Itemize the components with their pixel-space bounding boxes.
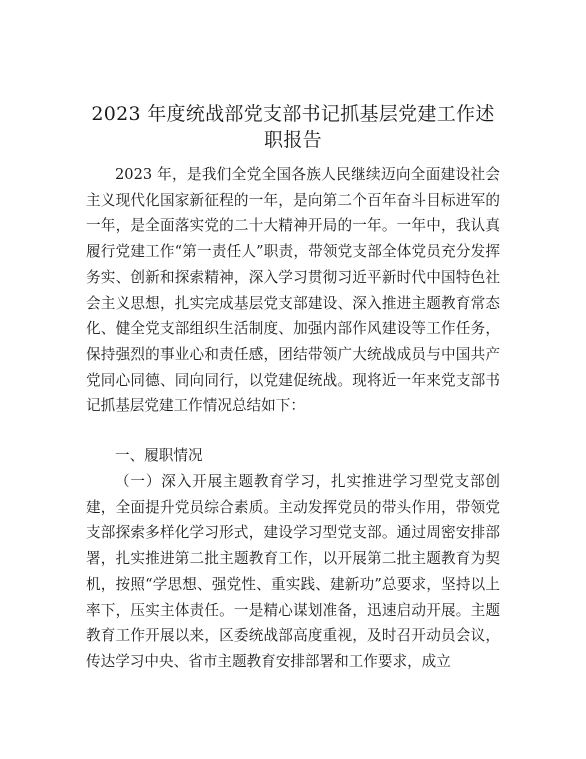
intro-paragraph: 2023 年，是我们全党全国各族人民继续迈向全面建设社会主义现代化国家新征程的一年，是向第二个百年奋斗目标进军的一年，是全面落实党的二十大精神开局的一年。一年中，我认真履行党建工作“第一责任人”职责，带领党支部全体党员充分发挥务实、创新和探索精神，深入学习贯彻习近平新时代中国特色社会主义思想，扎实完成基层党支部建设、深入推进主题教育常态化、健全党支部组织生活制度、加强内部作风建设等工作任务，保持强烈的事业心和责任感，团结带领广大统战成员与中国共产党同心同德、同向同行，以党建促统战。现将近一年来党支部书记抓基层党建工作情况总结如下： xyxy=(86,166,500,415)
section-heading-duties: 一、履职情况 xyxy=(115,447,203,464)
document-title: 2023 年度统战部党支部书记抓基层党建工作述职报告 xyxy=(91,103,495,151)
section-paragraph-study: （一）深入开展主题教育学习，扎实推进学习型党支部创建，全面提升党员综合素质。主动发挥党员的带头作用，带领党支部探索多样化学习形式，建设学习型党支部。通过周密安排部署，扎实推进第二批主题教育工作，以开展第二批主题教育为契机，按照“学思想、强党性、重实践、建新功”总要求，坚持以上率下，压实主体责任。一是精心谋划准备，迅速启动开展。主题教育工作开展以来，区委统战部高度重视，及时召开动员会议，传达学习中央、省市主题教育安排部署和工作要求，成立 xyxy=(86,473,500,670)
